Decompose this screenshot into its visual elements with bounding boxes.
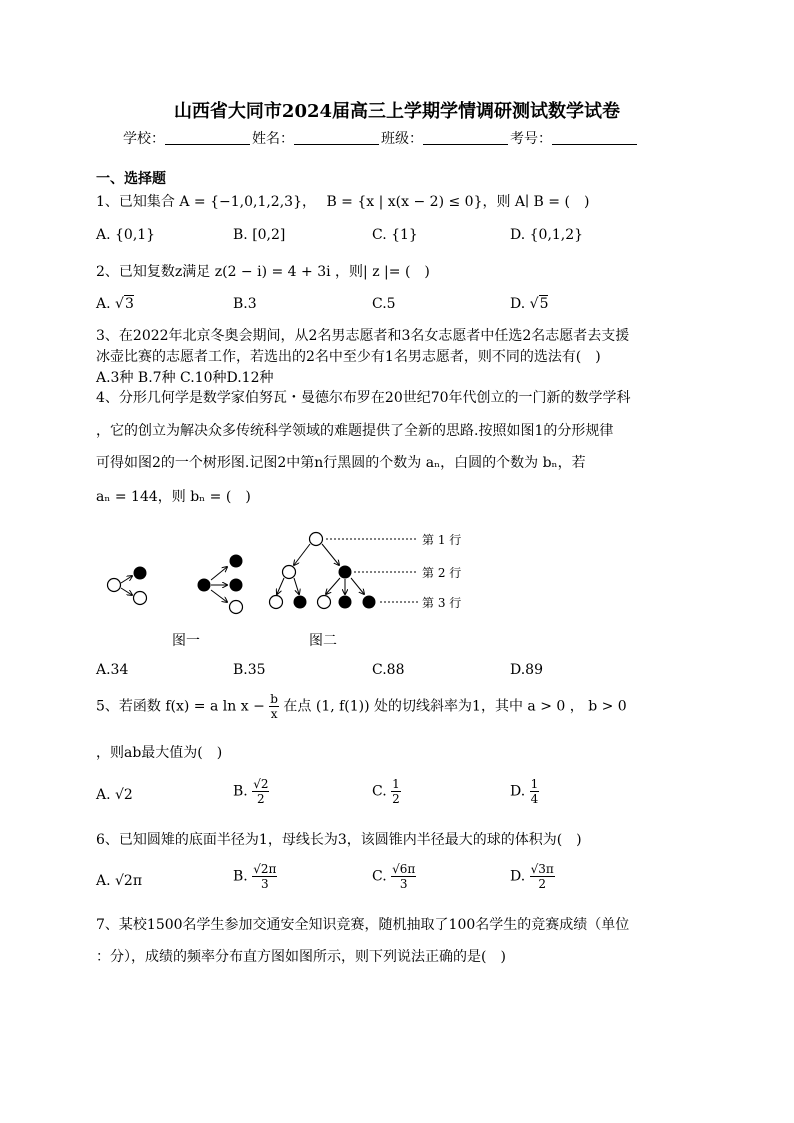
q2-option-c: C.5: [372, 296, 396, 312]
q5-option-c-num: 1: [392, 777, 400, 791]
q6-option-b-den: 3: [260, 877, 269, 891]
fig1-white-circle: [134, 592, 147, 605]
row-2-label: 第 2 行: [422, 566, 462, 580]
q1-option-c: C. {1}: [372, 227, 418, 243]
q6-option-d-prefix: D.: [510, 868, 526, 885]
q6-option-c-prefix: C.: [372, 868, 387, 885]
q5-stem-b: 在点 (1, f(1)) 处的切线斜率为1，其中 a > 0 ， b > 0: [283, 698, 627, 715]
q4-line-1: 4、分形几何学是数学家伯努瓦・曼德尔布罗在20世纪70年代创立的一门新的数学学科: [96, 390, 631, 406]
fig1-caption: 图一: [172, 633, 200, 649]
q6-option-a: A. √2π: [96, 873, 143, 889]
fig1-mid-black-circle: [230, 579, 243, 592]
tree-row1-white: [310, 533, 323, 546]
question-6-stem: 6、已知圆雉的底面半径为1，母线长为3，该圆锥内半径最大的球的体积为( ): [96, 832, 582, 848]
q5-option-b-frac: [252, 777, 269, 806]
school-label: 学校：: [123, 131, 165, 147]
tree-row2-black: [339, 566, 352, 579]
question-1-stem: [96, 191, 589, 211]
q2-option-d: D. √5: [510, 296, 549, 312]
q6-option-d: [510, 862, 555, 891]
q1-option-a: A. {0,1}: [96, 227, 156, 243]
fig1-black-circle: [134, 567, 147, 580]
q4-option-c: C.88: [372, 662, 405, 678]
fig1-center-black-circle: [198, 579, 211, 592]
student-info-line: [123, 128, 639, 148]
q3-line-2: 冰壶比赛的志愿者工作，若选出的2名中至少有1名男志愿者，则不同的选法有( ): [96, 349, 601, 365]
q5-option-d-frac: [530, 777, 540, 806]
q1-stem-b: B = {x | x(x − 2) ≤ 0}，则 A∣ B = ( ): [326, 194, 590, 210]
q1-option-b: B. [0,2]: [233, 227, 286, 243]
q4-line-3: 可得如图2的一个树形图.记图2中第n行黑圆的个数为 aₙ，白圆的个数为 bₙ，若: [96, 455, 586, 471]
q6-option-c: [372, 862, 416, 891]
q5-option-b: [233, 777, 269, 806]
name-blank: [294, 130, 379, 145]
q2-option-a-prefix: A.: [96, 296, 116, 312]
q4-line-2: ，它的创立为解决众多传统科学领域的难题提供了全新的思路.按照如图1的分形规律: [96, 423, 614, 439]
question-2-stem: 2、已知复数z满足 z(2 − i) = 4 + 3i ，则| z |= ( ): [96, 264, 430, 280]
q5-option-c-prefix: C.: [372, 783, 387, 800]
q4-option-d: D.89: [510, 662, 543, 678]
q4-option-a: A.34: [96, 662, 129, 678]
question-5-stem: [96, 692, 627, 721]
q1-option-d: D. {0,1,2}: [510, 227, 584, 243]
q6-option-c-num: √6π: [392, 862, 416, 876]
q7-line-1: 7、某校1500名学生参加交通安全知识竞赛，随机抽取了100名学生的竞赛成绩（单位: [96, 917, 630, 933]
q7-line-2: ：分），成绩的频率分布直方图如图所示，则下列说法正确的是( ): [96, 949, 506, 965]
q6-option-c-den: 3: [399, 877, 408, 891]
q5-stem-a: 5、若函数 f(x) = a ln x −: [96, 698, 265, 715]
tree-row3-black-1: [294, 596, 307, 609]
q2-option-a: A. √3: [96, 296, 134, 312]
q6-option-d-num: √3π: [530, 862, 554, 876]
q2-option-b: B.3: [233, 296, 257, 312]
q5-option-b-prefix: B.: [233, 783, 248, 800]
tree-row3-black-2: [339, 596, 352, 609]
figure-1: [108, 555, 243, 614]
fig1-bottom-white-circle: [230, 601, 243, 614]
q2-option-d-radicand: 5: [539, 296, 549, 312]
q4-option-b: B.35: [233, 662, 266, 678]
q5-frac-den: x: [270, 707, 278, 721]
q4-line-4: aₙ = 144，则 bₙ = ( ): [96, 489, 251, 505]
q5-option-d: [510, 777, 539, 806]
q5-option-b-den: 2: [257, 792, 265, 806]
number-label: 考号：: [510, 131, 552, 147]
page-title: 山西省大同市2024届高三上学期学情调研测试数学试卷: [173, 101, 621, 122]
tree-row3-white-2: [318, 596, 331, 609]
q6-option-b-prefix: B.: [233, 868, 248, 885]
number-blank: [552, 130, 637, 145]
q6-option-d-den: 2: [538, 877, 547, 891]
name-label: 姓名：: [252, 131, 294, 147]
fig1-top-black-circle: [230, 555, 243, 568]
figure-2: [270, 533, 419, 609]
q6-option-b-frac: [252, 862, 277, 891]
school-blank: [165, 130, 250, 145]
row-3-label: 第 3 行: [422, 596, 462, 610]
q6-option-d-frac: [530, 862, 555, 891]
row-1-label: 第 1 行: [422, 533, 462, 547]
q5-option-d-num: 1: [530, 777, 539, 791]
section-heading: 一、选择题: [96, 171, 166, 187]
q1-stem-a: 1、已知集合 A = {−1,0,1,2,3}，: [96, 194, 316, 210]
q5-option-c: [372, 777, 401, 806]
fig1-left-white-circle: [108, 579, 121, 592]
q5-option-d-prefix: D.: [510, 783, 526, 800]
class-label: 班级：: [381, 131, 423, 147]
class-blank: [423, 130, 508, 145]
q3-line-1: 3、在2022年北京冬奥会期间，从2名男志愿者和3名女志愿者中任选2名志愿者去支援: [96, 328, 630, 344]
q2-option-a-radicand: 3: [124, 296, 134, 312]
q5-option-c-frac: [391, 777, 401, 806]
q5-line-2: ，则ab最大值为( ): [96, 745, 223, 761]
fig2-caption: 图二: [309, 633, 337, 649]
tree-row3-white-1: [270, 596, 283, 609]
q5-option-b-num: √2: [253, 777, 269, 791]
tree-row2-white: [283, 566, 296, 579]
q6-option-b-num: √2π: [253, 862, 277, 876]
tree-row3-black-3: [363, 596, 376, 609]
q5-option-a: A. √2: [96, 787, 133, 803]
q6-option-b: [233, 862, 277, 891]
q5-frac-num: b: [270, 692, 278, 706]
q6-option-c-frac: [391, 862, 416, 891]
q3-line-3: A.3种 B.7种 C.10种D.12种: [96, 370, 274, 386]
q5-fraction: [269, 692, 279, 721]
fractal-figures: [96, 525, 496, 655]
q5-option-d-den: 4: [530, 792, 539, 806]
q5-option-c-den: 2: [392, 792, 400, 806]
q2-option-d-prefix: D.: [510, 296, 530, 312]
